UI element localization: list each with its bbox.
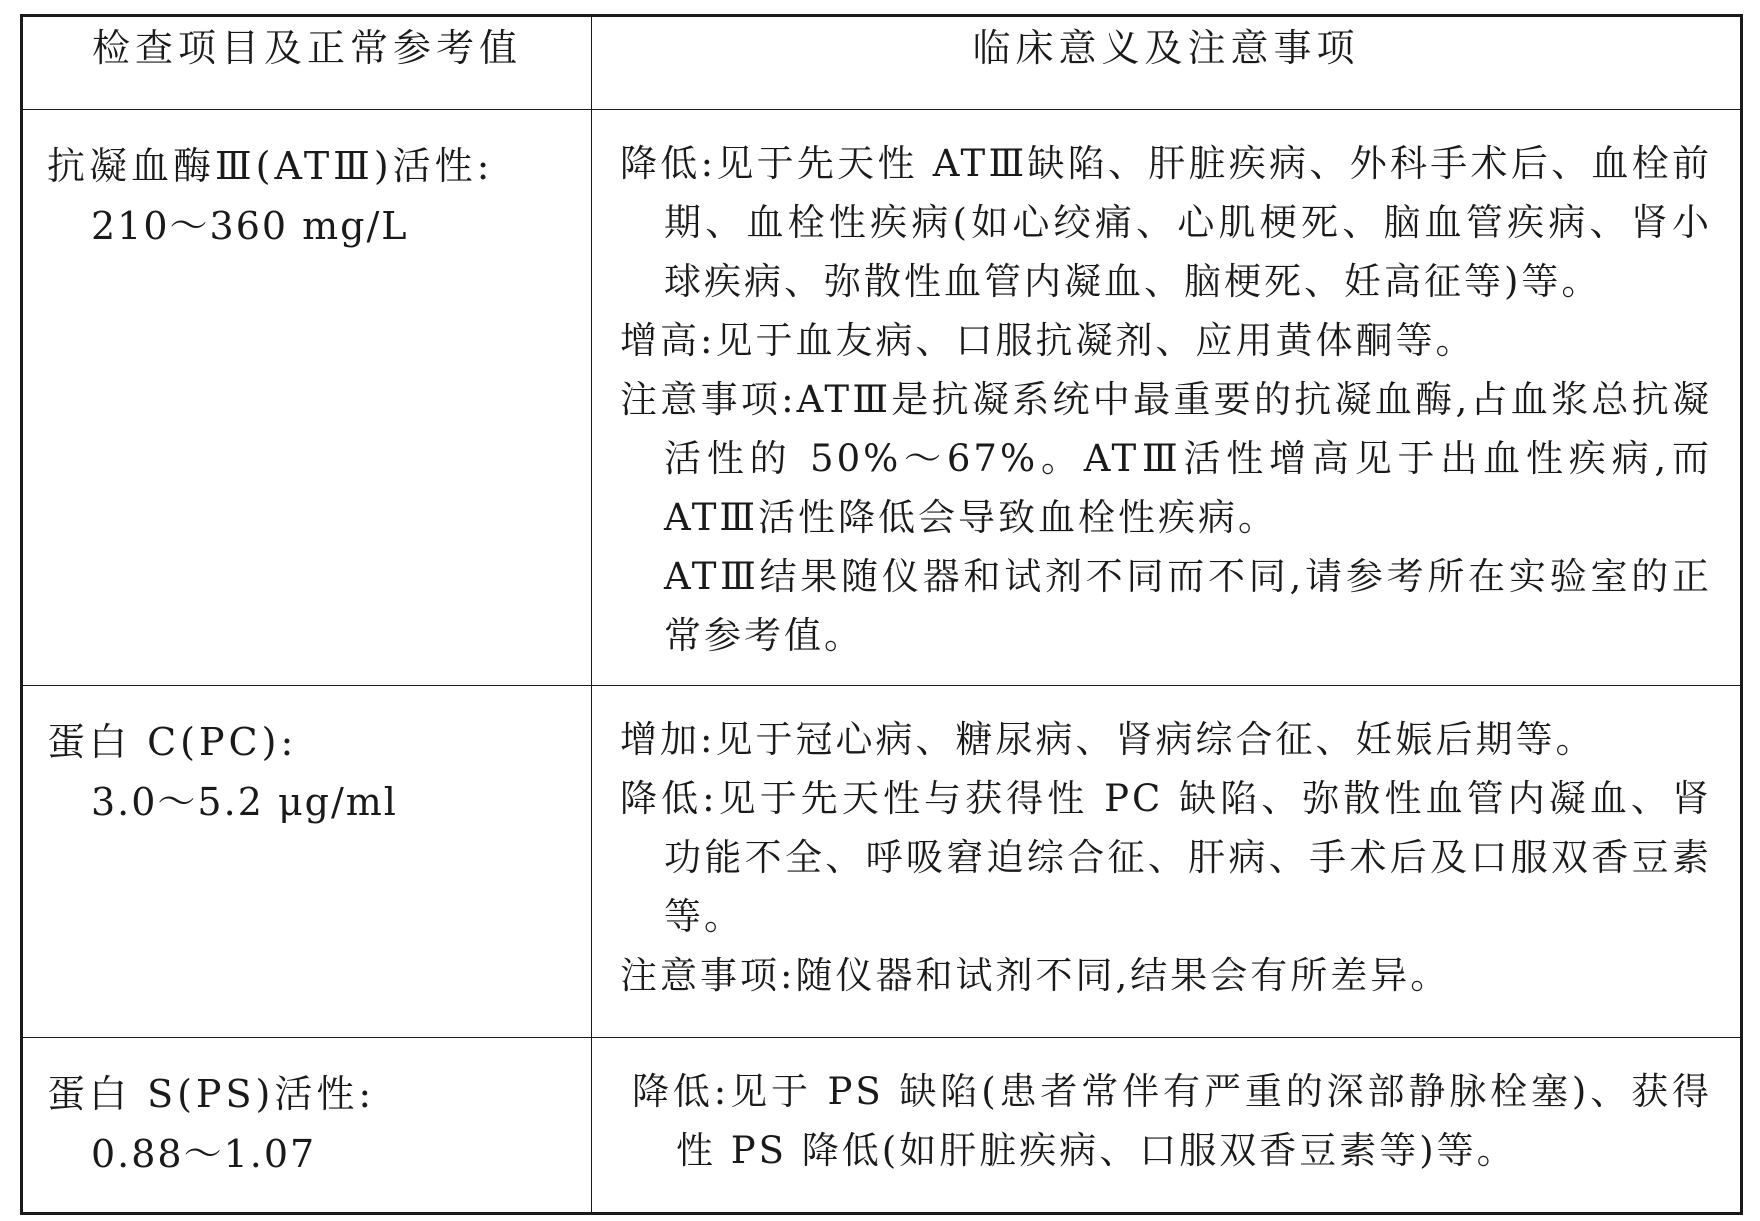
- reference-value: 3.0～5.2 μg/ml: [91, 780, 398, 824]
- item-name: 蛋白 S(PS)活性:: [47, 1072, 376, 1116]
- header-item-reference: 检查项目及正常参考值: [22, 16, 592, 110]
- note-increase: 增高:见于血友病、口服抗凝剂、应用黄体酮等。: [620, 319, 1476, 362]
- header-row: [22, 16, 1742, 110]
- notes-cell: [592, 686, 1742, 1038]
- reference-table: [20, 14, 1743, 1215]
- table-row-antithrombin: [22, 110, 1742, 686]
- note-decrease: 降低:见于 PS 缺陷(患者常伴有严重的深部静脉栓塞)、获得性 PS 降低(如肝脏疾病、口服双香豆素等)等。: [632, 1070, 1712, 1172]
- table-row-protein-s: [22, 1038, 1742, 1214]
- header-significance-notes: 临床意义及注意事项: [592, 16, 1742, 110]
- reference-value: 210～360 mg/L: [91, 204, 409, 248]
- item-name: 抗凝血酶Ⅲ(ATⅢ)活性:: [47, 144, 494, 188]
- reference-value: 0.88～1.07: [91, 1132, 317, 1176]
- item-cell: [22, 110, 592, 686]
- note-increase: 增加:见于冠心病、糖尿病、肾病综合征、妊娠后期等。: [620, 718, 1596, 761]
- notes-cell: [592, 1038, 1742, 1214]
- item-name: 蛋白 C(PC):: [47, 720, 298, 764]
- item-cell: [22, 1038, 592, 1214]
- table-row-protein-c: [22, 686, 1742, 1038]
- note-precautions: 注意事项:ATⅢ是抗凝系统中最重要的抗凝血酶,占血浆总抗凝活性的 50%～67%。ATⅢ活性增高见于出血性疾病,而 ATⅢ活性降低会导致血栓性疾病。: [620, 378, 1712, 539]
- note-precautions: 注意事项:随仪器和试剂不同,结果会有所差异。: [620, 954, 1451, 997]
- note-lab-reference: ATⅢ结果随仪器和试剂不同而不同,请参考所在实验室的正常参考值。: [664, 555, 1712, 657]
- item-cell: [22, 686, 592, 1038]
- note-decrease: 降低:见于先天性与获得性 PC 缺陷、弥散性血管内凝血、肾功能不全、呼吸窘迫综合征、肝病、手术后及口服双香豆素等。: [620, 777, 1712, 938]
- note-decrease: 降低:见于先天性 ATⅢ缺陷、肝脏疾病、外科手术后、血栓前期、血栓性疾病(如心绞痛、心肌梗死、脑血管疾病、肾小球疾病、弥散性血管内凝血、脑梗死、妊高征等)等。: [620, 142, 1712, 303]
- notes-cell: [592, 110, 1742, 686]
